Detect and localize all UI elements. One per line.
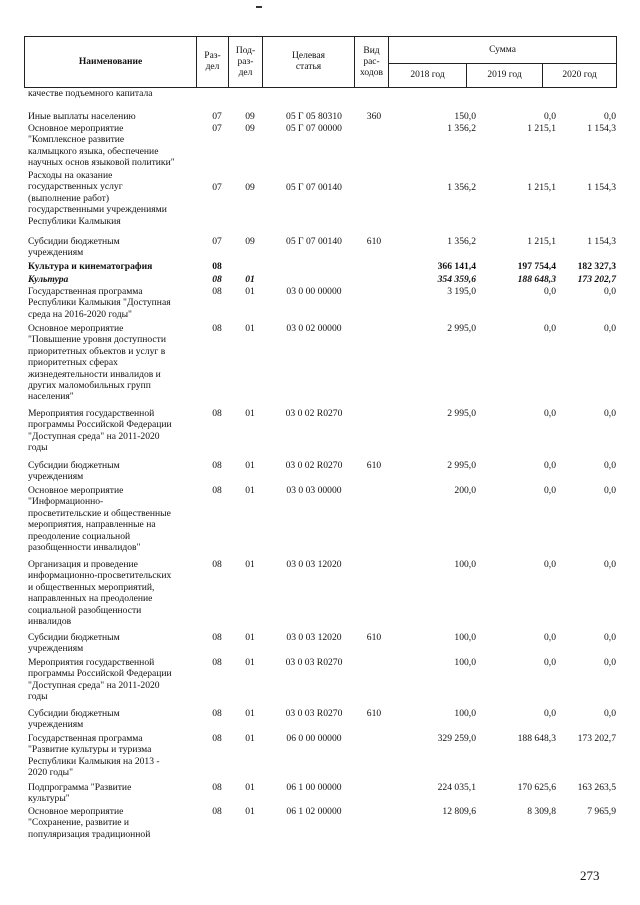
- row-2018: 150,0: [454, 111, 476, 122]
- row-razdel: 08: [212, 460, 222, 471]
- row-name: Культура: [28, 274, 69, 285]
- header-podrazdel: Под- раз- дел: [229, 37, 263, 88]
- header-year-2018: 2018 год: [389, 64, 467, 88]
- row-target-article: 05 Г 07 00140: [286, 236, 342, 247]
- row-name: Мероприятия государственной программы Российской Федерации "Доступная среда" на 2011-2020 годы: [28, 657, 172, 703]
- row-razdel: 08: [212, 782, 222, 793]
- row-2019: 1 215,1: [527, 123, 556, 134]
- row-2019: 8 309,8: [527, 806, 556, 817]
- row-2018: 1 356,2: [447, 182, 476, 193]
- row-name: Субсидии бюджетным учреждениям: [28, 460, 120, 483]
- scan-mark: [256, 6, 262, 8]
- row-razdel: 07: [212, 236, 222, 247]
- row-razdel: 08: [212, 261, 222, 272]
- header-year-2020: 2020 год: [543, 64, 617, 88]
- row-2020: 0,0: [604, 485, 616, 496]
- row-2018: 100,0: [454, 632, 476, 643]
- page-number: 273: [580, 868, 600, 883]
- header-year-2019: 2019 год: [467, 64, 543, 88]
- row-2018: 100,0: [454, 708, 476, 719]
- row-razdel: 08: [212, 408, 222, 419]
- row-podrazdel: 09: [245, 111, 255, 122]
- row-name: Иные выплаты населению: [28, 111, 136, 122]
- row-podrazdel: 01: [245, 733, 255, 744]
- row-name: Подпрограмма "Развитие культуры": [28, 782, 132, 805]
- row-podrazdel: 01: [245, 559, 255, 570]
- row-target-article: 05 Г 07 00000: [286, 123, 342, 134]
- row-2020: 0,0: [604, 323, 616, 334]
- row-2018: 354 359,6: [437, 274, 476, 285]
- row-target-article: 05 Г 05 80310: [286, 111, 342, 122]
- row-2020: 0,0: [604, 657, 616, 668]
- row-podrazdel: 01: [245, 708, 255, 719]
- row-razdel: 08: [212, 708, 222, 719]
- row-podrazdel: 01: [245, 408, 255, 419]
- row-2018: 224 035,1: [437, 782, 476, 793]
- row-name: Основное мероприятие "Повышение уровня доступности приоритетных объектов и услуг в приоритетных сферах жизнедеятельности инвалидов и других маломобильных групп населения": [28, 323, 166, 403]
- row-target-article: 06 1 00 00000: [286, 782, 342, 793]
- row-podrazdel: 01: [245, 460, 255, 471]
- row-name: Мероприятия государственной программы Российской Федерации "Доступная среда" на 2011-2020 годы: [28, 408, 172, 454]
- row-podrazdel: 01: [245, 806, 255, 817]
- row-podrazdel: 01: [245, 632, 255, 643]
- row-razdel: 08: [212, 485, 222, 496]
- row-razdel: 07: [212, 111, 222, 122]
- row-2019: 1 215,1: [527, 182, 556, 193]
- row-razdel: 08: [212, 323, 222, 334]
- row-podrazdel: 09: [245, 123, 255, 134]
- row-2018: 12 809,6: [442, 806, 476, 817]
- row-razdel: 08: [212, 286, 222, 297]
- row-2018: 100,0: [454, 559, 476, 570]
- row-target-article: 03 0 02 00000: [286, 323, 342, 334]
- row-podrazdel: 01: [245, 782, 255, 793]
- row-2020: 1 154,3: [587, 123, 616, 134]
- row-name: Организация и проведение информационно-просветительских и общественных мероприятий, направленных на преодоление социальной разобщенности инвалидов: [28, 559, 172, 628]
- row-2019: 0,0: [544, 460, 556, 471]
- row-name: Субсидии бюджетным учреждениям: [28, 708, 120, 731]
- row-razdel: 07: [212, 182, 222, 193]
- row-podrazdel: 09: [245, 182, 255, 193]
- row-target-article: 06 0 00 00000: [286, 733, 342, 744]
- row-2020: 182 327,3: [577, 261, 616, 272]
- row-2019: 0,0: [544, 323, 556, 334]
- row-podrazdel: 01: [245, 286, 255, 297]
- row-2018: 1 356,2: [447, 236, 476, 247]
- row-2018: 3 195,0: [447, 286, 476, 297]
- row-target-article: 03 0 03 R0270: [285, 657, 343, 668]
- row-2019: 0,0: [544, 657, 556, 668]
- row-name: Государственная программа Республики Калмыкия "Доступная среда на 2016-2020 годы": [28, 286, 171, 320]
- row-2019: 188 648,3: [517, 274, 556, 285]
- row-2018: 100,0: [454, 657, 476, 668]
- row-razdel: 08: [212, 733, 222, 744]
- row-2019: 0,0: [544, 559, 556, 570]
- row-2020: 1 154,3: [587, 182, 616, 193]
- row-2018: 329 259,0: [437, 733, 476, 744]
- row-razdel: 08: [212, 806, 222, 817]
- row-podrazdel: 01: [245, 274, 255, 285]
- row-razdel: 08: [212, 657, 222, 668]
- row-2020: 0,0: [604, 111, 616, 122]
- row-target-article: 06 1 02 00000: [286, 806, 342, 817]
- row-razdel: 08: [212, 274, 222, 285]
- row-podrazdel: 09: [245, 236, 255, 247]
- row-name: Субсидии бюджетным учреждениям: [28, 236, 120, 259]
- row-2020: 0,0: [604, 286, 616, 297]
- row-2018: 2 995,0: [447, 323, 476, 334]
- row-2019: 1 215,1: [527, 236, 556, 247]
- row-2019: 0,0: [544, 111, 556, 122]
- row-name: Основное мероприятие "Информационно- просветительские и общественные мероприятия, направленные на преодоление социальной разобщенности инвалидов": [28, 485, 171, 554]
- row-2019: 0,0: [544, 485, 556, 496]
- header-sum: Сумма: [389, 37, 617, 64]
- row-2020: 0,0: [604, 632, 616, 643]
- row-2020: 7 965,9: [587, 806, 616, 817]
- row-name: Расходы на оказание государственных услуг (выполнение работ) государственными учреждениями Республики Калмыкия: [28, 170, 167, 227]
- header-razdel: Раз- дел: [197, 37, 229, 88]
- row-2018: 1 356,2: [447, 123, 476, 134]
- row-2019: 0,0: [544, 632, 556, 643]
- row-2020: 1 154,3: [587, 236, 616, 247]
- row-expense-type: 610: [366, 708, 382, 719]
- row-target-article: 03 0 03 12020: [286, 632, 342, 643]
- row-2019: 0,0: [544, 708, 556, 719]
- row-2020: 173 202,7: [577, 733, 616, 744]
- row-target-article: 03 0 03 R0270: [285, 708, 343, 719]
- row-name: Субсидии бюджетным учреждениям: [28, 632, 120, 655]
- row-name: Основное мероприятие "Комплексное развитие калмыцкого языка, обеспечение научных основ языковой политики": [28, 123, 175, 169]
- header-target-article: Целевая статья: [263, 37, 355, 88]
- row-2020: 173 202,7: [577, 274, 616, 285]
- row-2020: 0,0: [604, 460, 616, 471]
- row-2020: 0,0: [604, 408, 616, 419]
- row-expense-type: 610: [366, 632, 382, 643]
- row-2019: 0,0: [544, 408, 556, 419]
- row-target-article: 03 0 03 00000: [286, 485, 342, 496]
- row-target-article: 03 0 00 00000: [286, 286, 342, 297]
- row-name: Основное мероприятие "Сохранение, развитие и популяризация традиционной: [28, 806, 151, 840]
- row-2019: 170 625,6: [517, 782, 556, 793]
- row-razdel: 08: [212, 559, 222, 570]
- row-2018: 2 995,0: [447, 408, 476, 419]
- row-podrazdel: 01: [245, 323, 255, 334]
- row-2020: 0,0: [604, 559, 616, 570]
- row-expense-type: 360: [366, 111, 382, 122]
- row-target-article: 03 0 03 12020: [286, 559, 342, 570]
- header-expense-type: Вид рас- ходов: [355, 37, 389, 88]
- row-2020: 0,0: [604, 708, 616, 719]
- table-header: [24, 36, 617, 88]
- row-target-article: 03 0 02 R0270: [285, 408, 343, 419]
- row-expense-type: 610: [366, 236, 382, 247]
- header-name: Наименование: [25, 37, 197, 88]
- row-razdel: 08: [212, 632, 222, 643]
- row-expense-type: 610: [366, 460, 382, 471]
- row-name: Государственная программа "Развитие культуры и туризма Республики Калмыкия на 2013 - 2020 годы": [28, 733, 160, 779]
- row-2018: 366 141,4: [437, 261, 476, 272]
- row-target-article: 05 Г 07 00140: [286, 182, 342, 193]
- row-name: качестве подъемного капитала: [28, 88, 153, 99]
- row-name: Культура и кинематография: [28, 261, 153, 272]
- row-2019: 0,0: [544, 286, 556, 297]
- row-podrazdel: 01: [245, 485, 255, 496]
- row-target-article: 03 0 02 R0270: [285, 460, 343, 471]
- row-2020: 163 263,5: [577, 782, 616, 793]
- row-2018: 2 995,0: [447, 460, 476, 471]
- row-2019: 188 648,3: [517, 733, 556, 744]
- row-2019: 197 754,4: [517, 261, 556, 272]
- row-razdel: 07: [212, 123, 222, 134]
- row-podrazdel: 01: [245, 657, 255, 668]
- row-2018: 200,0: [454, 485, 476, 496]
